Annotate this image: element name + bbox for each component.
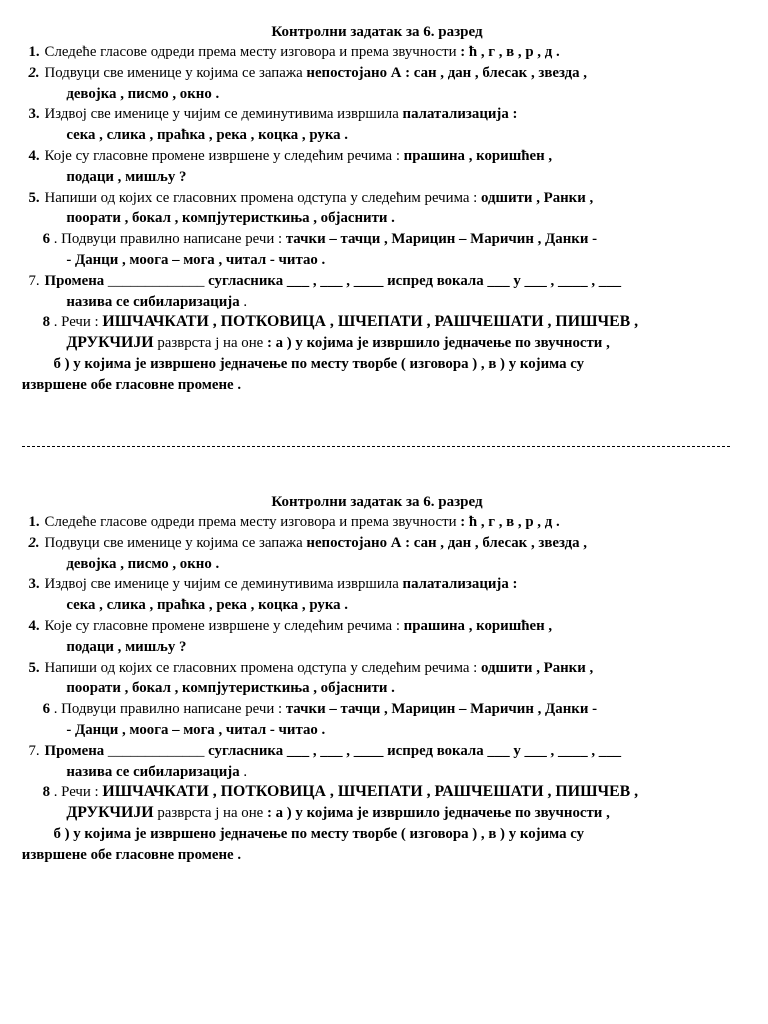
question-text: Следеће гласове одреди према месту изговора и према звучности bbox=[44, 514, 461, 530]
question-3-continuation: сека , слика , праћка , река , коцка , рука . bbox=[66, 597, 349, 614]
question-3 bbox=[0, 574, 760, 595]
question-bold-text: назива се сибиларизација bbox=[66, 293, 240, 310]
question-bold-text: прашина , коришћен , bbox=[403, 617, 553, 634]
answer-blank: _____________ bbox=[107, 272, 205, 289]
question-number: 2. bbox=[28, 64, 40, 81]
question-bold-text: Промена bbox=[44, 272, 108, 289]
question-text: разврста ј на оне bbox=[153, 805, 267, 822]
question-4 bbox=[0, 616, 760, 637]
question-5-continuation: поорати , бокал , компјутеристкиња , објаснити . bbox=[66, 210, 395, 227]
question-5 bbox=[0, 658, 760, 679]
question-8-line-2 bbox=[0, 333, 760, 354]
question-1 bbox=[0, 512, 760, 533]
question-6-continuation: - Данци , моога – мога , читал - читао . bbox=[66, 721, 326, 738]
question-bold-text: палатализација : bbox=[402, 106, 518, 123]
question-number: 8 bbox=[42, 314, 50, 331]
question-8-line-3: б ) у којима је извршено једначење по месту творбе ( изговора ) , в ) у којима су bbox=[53, 825, 585, 842]
question-bold-text: ИШЧАЧКАТИ , ПОТКОВИЦА , ШЧЕПАТИ , РАШЧЕШАТИ , ПИШЧЕВ , bbox=[102, 313, 639, 331]
question-number: 4. bbox=[28, 147, 40, 164]
question-bold-text: ИШЧАЧКАТИ , ПОТКОВИЦА , ШЧЕПАТИ , РАШЧЕШАТИ , ПИШЧЕВ , bbox=[102, 783, 639, 801]
question-1 bbox=[0, 42, 760, 63]
worksheet-bottom bbox=[0, 492, 768, 866]
question-text: . Речи : bbox=[49, 314, 103, 331]
question-text: разврста ј на оне bbox=[153, 335, 267, 352]
question-number: 3. bbox=[28, 106, 40, 123]
question-number: 8 bbox=[42, 784, 50, 801]
question-6 bbox=[0, 229, 760, 250]
question-bold-text: тачки – тачци , Марицин – Маричин , Данки - bbox=[285, 701, 598, 718]
question-bold-text: : ћ , г , в , р , д . bbox=[460, 514, 560, 530]
question-text: . Подвуци правилно написане речи : bbox=[49, 701, 286, 718]
question-bold-text: одшити , Ранки , bbox=[481, 189, 594, 206]
worksheet-title: Контролни задатак за 6. разред bbox=[271, 494, 483, 510]
question-8 bbox=[0, 312, 760, 333]
question-8-line-3: б ) у којима је извршено једначење по месту творбе ( изговора ) , в ) у којима су bbox=[53, 355, 585, 372]
question-7-continuation bbox=[0, 292, 760, 313]
question-bold-text: прашина , коришћен , bbox=[403, 147, 553, 164]
question-bold-text: : а ) у којима је извршило једначење по звучности , bbox=[266, 335, 610, 352]
question-text: Које су гласовне промене извршене у следећим речима : bbox=[44, 147, 404, 164]
question-text: Подвуци све именице у којима се запажа bbox=[44, 534, 307, 551]
question-6-continuation: - Данци , моога – мога , читал - читао . bbox=[66, 251, 326, 268]
question-bold-text: : ћ , г , в , р , д . bbox=[460, 44, 560, 60]
question-text: Издвој све именице у чијим се деминутивима извршила bbox=[44, 576, 403, 593]
question-text: Напиши од којих се гласовних промена одступа у следећим речима : bbox=[44, 659, 482, 676]
question-3-continuation: сека , слика , праћка , река , коцка , рука . bbox=[66, 127, 349, 144]
question-text: Које су гласовне промене извршене у следећим речима : bbox=[44, 617, 404, 634]
question-8-line-2 bbox=[0, 803, 760, 824]
question-number: 1. bbox=[28, 514, 40, 530]
question-number: 5. bbox=[28, 659, 40, 676]
question-2 bbox=[0, 533, 760, 554]
question-7 bbox=[0, 741, 760, 762]
question-text: Следеће гласове одреди према месту изговора и према звучности bbox=[44, 44, 461, 60]
question-bold-text: непостојано А : сан , дан , блесак , звезда , bbox=[306, 64, 588, 81]
question-8-line-4: извршене обе гласовне промене . bbox=[21, 376, 242, 393]
question-7-continuation bbox=[0, 762, 760, 783]
question-bold-text: ДРУКЧИЈИ bbox=[66, 804, 154, 822]
worksheet-title: Контролни задатак за 6. разред bbox=[271, 24, 483, 40]
question-5 bbox=[0, 188, 760, 209]
question-bold-text: назива се сибиларизација bbox=[66, 763, 240, 780]
question-text: Подвуци све именице у којима се запажа bbox=[44, 64, 307, 81]
question-4 bbox=[0, 146, 760, 167]
question-number: 7. bbox=[28, 272, 40, 289]
question-bold-text: тачки – тачци , Марицин – Маричин , Данки - bbox=[285, 231, 598, 248]
question-2-continuation: девојка , писмо , окно . bbox=[66, 85, 220, 102]
question-number: 5. bbox=[28, 189, 40, 206]
question-6 bbox=[0, 699, 760, 720]
question-bold-text: ДРУКЧИЈИ bbox=[66, 334, 154, 352]
question-2-continuation: девојка , писмо , окно . bbox=[66, 555, 220, 572]
question-number: 4. bbox=[28, 617, 40, 634]
question-number: 2. bbox=[28, 534, 40, 551]
question-number: 6 bbox=[42, 231, 50, 248]
question-4-continuation: подаци , мишљу ? bbox=[66, 168, 187, 185]
question-5-continuation: поорати , бокал , компјутеристкиња , објаснити . bbox=[66, 680, 395, 697]
question-2 bbox=[0, 63, 760, 84]
question-bold-text: сугласника ___ , ___ , ____ испред вокала ___ у ___ , ____ , ___ bbox=[204, 742, 622, 759]
question-3 bbox=[0, 104, 760, 125]
question-text: . Речи : bbox=[49, 784, 103, 801]
question-number: 6 bbox=[42, 701, 50, 718]
question-number: 1. bbox=[28, 44, 40, 60]
question-number: 3. bbox=[28, 576, 40, 593]
question-text: Издвој све именице у чијим се деминутивима извршила bbox=[44, 106, 403, 123]
question-text: Напиши од којих се гласовних промена одступа у следећим речима : bbox=[44, 189, 482, 206]
question-bold-text: сугласника ___ , ___ , ____ испред вокала ___ у ___ , ____ , ___ bbox=[204, 272, 622, 289]
question-bold-text: : а ) у којима је извршило једначење по звучности , bbox=[266, 805, 610, 822]
question-bold-text: Промена bbox=[44, 742, 108, 759]
question-bold-text: палатализација : bbox=[402, 576, 518, 593]
question-text: . bbox=[239, 763, 248, 780]
question-8 bbox=[0, 782, 760, 803]
question-7 bbox=[0, 271, 760, 292]
question-text: . Подвуци правилно написане речи : bbox=[49, 231, 286, 248]
cut-line-divider bbox=[22, 446, 730, 447]
question-8-line-4: извршене обе гласовне промене . bbox=[21, 846, 242, 863]
question-4-continuation: подаци , мишљу ? bbox=[66, 638, 187, 655]
question-bold-text: одшити , Ранки , bbox=[481, 659, 594, 676]
question-number: 7. bbox=[28, 742, 40, 759]
worksheet-top bbox=[0, 22, 768, 396]
question-bold-text: непостојано А : сан , дан , блесак , звезда , bbox=[306, 534, 588, 551]
answer-blank: _____________ bbox=[107, 742, 205, 759]
question-text: . bbox=[239, 293, 248, 310]
